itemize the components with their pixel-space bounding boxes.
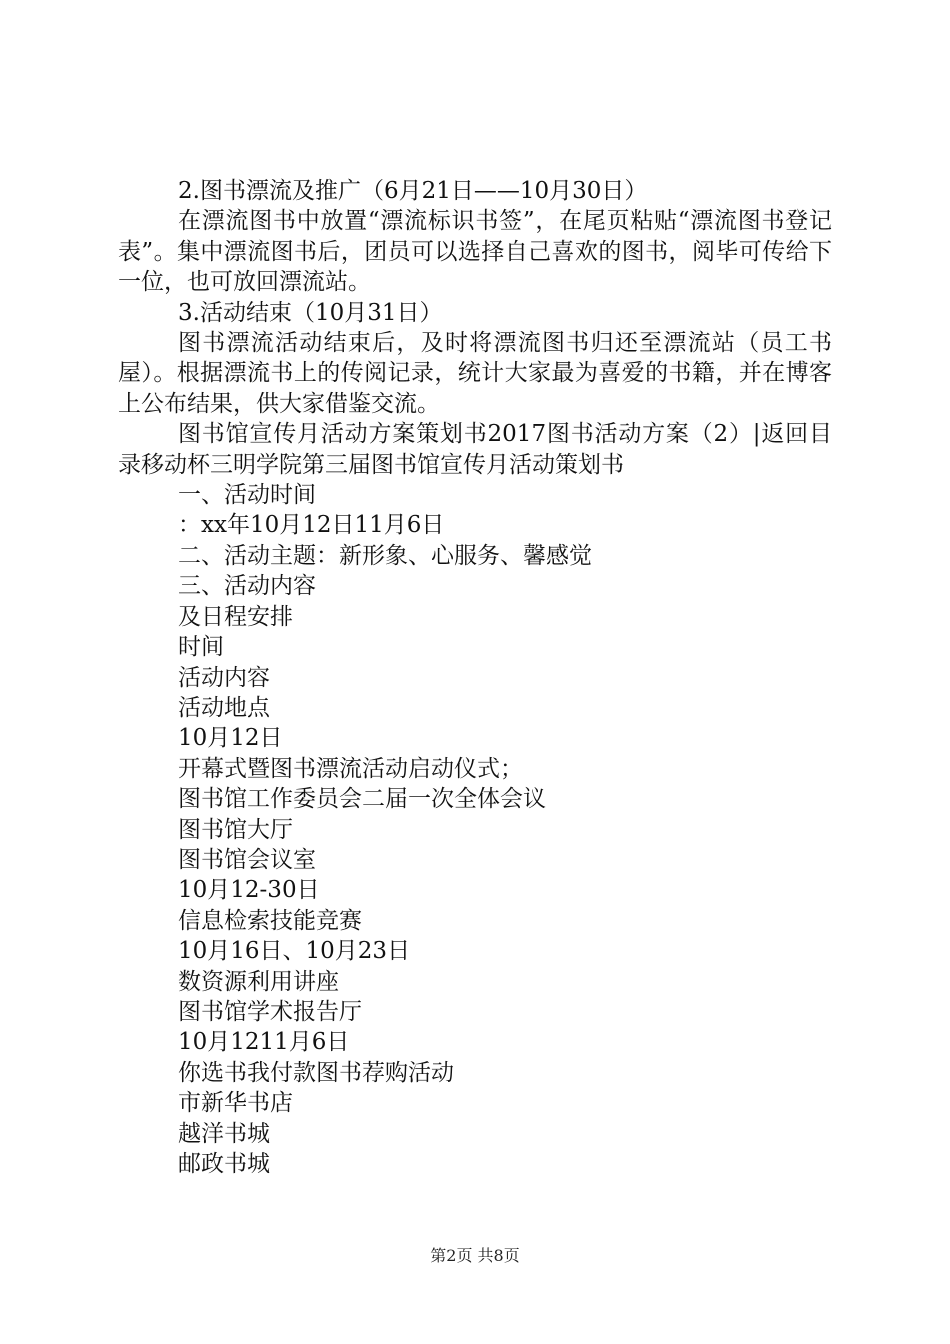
paragraph: 在漂流图书中放置“漂流标识书签”，在尾页粘贴“漂流图书登记表”。集中漂流图书后，团员可以选择自己喜欢的图书，阅毕可传给下一位，也可放回漂流站。 [118, 208, 832, 296]
text-line: 市新华书店 [178, 1090, 293, 1117]
text-line: 图书馆工作委员会二届一次全体会议 [178, 786, 546, 813]
text-line: 二、活动主题：新形象、心服务、馨感觉 [178, 542, 592, 569]
text-line: 10月12-30日 [178, 877, 320, 904]
paragraph: 2.图书漂流及推广（6月21日——10月30日） [178, 178, 648, 204]
text-line: 三、活动内容 [178, 573, 316, 600]
text-line: 10月12日 [178, 725, 283, 752]
paragraph: 3.活动结束（10月31日） [178, 299, 443, 326]
text-line: 一、活动时间 [178, 482, 316, 509]
page-number-footer: 第2页 共8页 [430, 1246, 520, 1265]
text-line: 图书馆学术报告厅 [178, 998, 362, 1025]
text-line: 活动地点 [178, 694, 270, 721]
paragraph: 图书馆宣传月活动方案策划书2017图书活动方案（2）|返回目录移动杯三明学院第三届图书馆宣传月活动策划书 [118, 421, 832, 478]
text-line: ：xx年10月12日11月6日 [178, 512, 445, 539]
text-line: 信息检索技能竞赛 [178, 907, 362, 934]
text-line: 你选书我付款图书荐购活动 [178, 1059, 454, 1086]
text-line: 10月16日、10月23日 [178, 938, 411, 965]
text-line: 数资源利用讲座 [178, 968, 339, 995]
text-line: 及日程安排 [178, 603, 293, 630]
text-line: 活动内容 [178, 664, 270, 691]
text-line: 图书馆会议室 [178, 846, 316, 873]
text-line: 图书馆大厅 [178, 816, 293, 843]
text-line: 10月1211月6日 [178, 1029, 350, 1056]
paragraph: 图书漂流活动结束后，及时将漂流图书归还至漂流站（员工书屋）。根据漂流书上的传阅记录，统计大家最为喜爱的书籍，并在博客上公布结果，供大家借鉴交流。 [118, 330, 832, 417]
document-body [118, 176, 832, 1179]
text-line: 时间 [178, 634, 224, 661]
text-line: 邮政书城 [178, 1151, 270, 1177]
text-line: 越洋书城 [178, 1120, 270, 1147]
text-line: 开幕式暨图书漂流活动启动仪式； [178, 755, 523, 782]
